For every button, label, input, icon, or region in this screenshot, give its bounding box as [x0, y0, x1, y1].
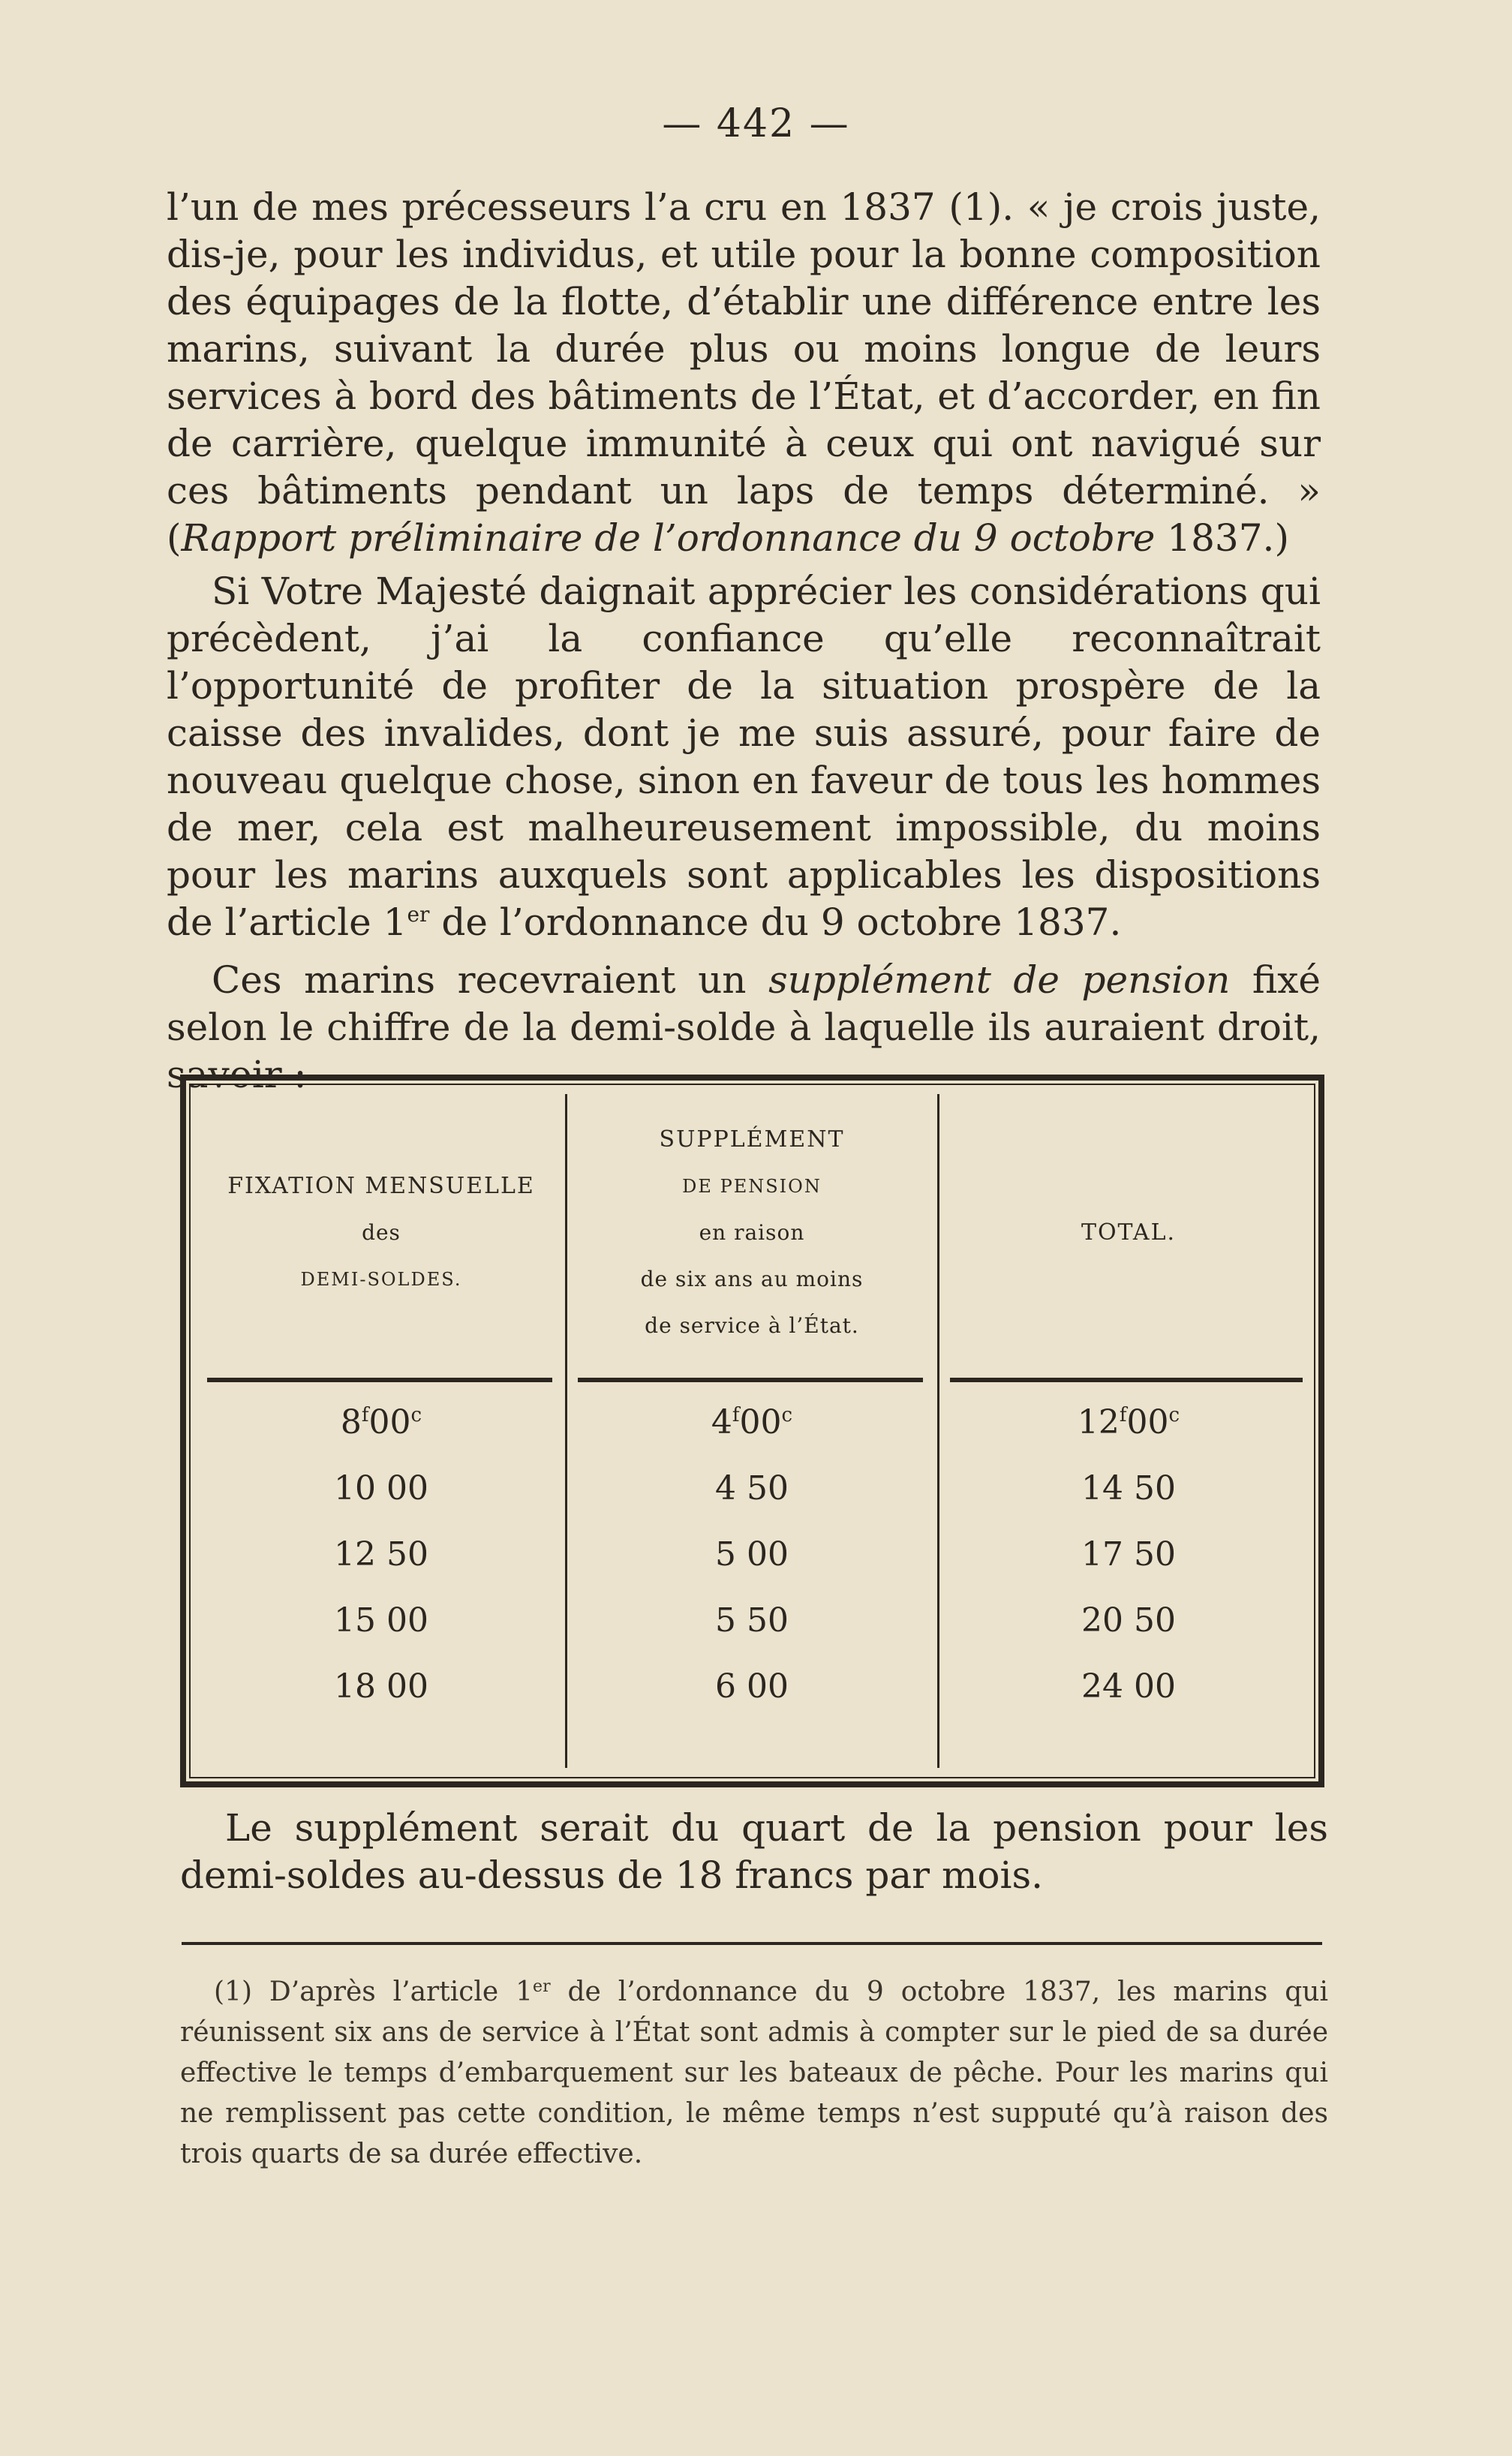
paragraph-1-italic: Rapport préliminaire de l’ordonnance du 9 octobre [181, 516, 1156, 560]
paragraph-3-text: Ces marins recevraient un [212, 958, 769, 1002]
footnote-text: D’après l’article 1 [252, 1977, 534, 2007]
cell-supplement: 4 50 [715, 1469, 789, 1508]
pension-table [180, 1075, 1324, 1787]
header-fixation-line3: DEMI-SOLDES. [300, 1269, 462, 1290]
header-supplement-line1: SUPPLÉMENT [659, 1126, 845, 1153]
paragraph-2-end: de l’ordonnance du 9 octobre 1837. [429, 900, 1122, 944]
header-supplement-line4: de six ans au moins [640, 1267, 864, 1291]
header-fixation [200, 1094, 563, 1372]
header-supplement-line5: de service à l’État. [645, 1313, 859, 1338]
cell-supplement: 5 00 [715, 1535, 789, 1574]
table-body [186, 1403, 1318, 1733]
table-row [186, 1601, 1318, 1667]
cell-demi-solde: 10 00 [334, 1469, 428, 1508]
cell-demi-solde: 15 00 [334, 1601, 428, 1640]
paragraph-2-text: Si Votre Majesté daignait apprécier les considérations qui précèdent, j’ai la confiance qu’elle reconnaîtrait l’opportunité de profiter de la situation prospère de la caisse des invalides, dont je me suis assuré, pour faire de nouveau quelque chose, sinon en faveur de tous les hommes de mer, cela est malheureusement impossible, du moins pour les marins auxquels sont applicables les dispositions de l’article 1 [167, 570, 1321, 944]
header-rule [207, 1378, 552, 1382]
header-supplement-line3: en raison [699, 1220, 805, 1245]
paragraph-1 [167, 184, 1321, 562]
cell-supplement: 5 50 [715, 1601, 789, 1640]
cell-total: 20 50 [1081, 1601, 1176, 1640]
cell-total: 17 50 [1081, 1535, 1176, 1574]
cell-total: 12$^f$00$^c$ [1077, 1403, 1180, 1441]
paragraph-3-italic: supplément de pension [768, 958, 1231, 1002]
header-fixation-line2: des [362, 1220, 401, 1245]
header-supplement-line2: DE PENSION [682, 1176, 822, 1197]
footnote-marker: (1) [214, 1977, 252, 2007]
header-total-label: TOTAL. [1081, 1219, 1177, 1246]
footnote [180, 1972, 1328, 2175]
footnote-text-end: de l’ordonnance du 9 octobre 1837, les marins qui réunissent six ans de service à l’État sont admis à compter sur le pied de sa durée effective le temps d’embarquement sur les bateaux de pêche. Pour les marins qui ne remplissent pas cette condition, le même temps n’est supputé qu’à raison des trois quarts de sa durée effective. [180, 1977, 1328, 2169]
footnote-divider [182, 1942, 1322, 1945]
table-row [186, 1667, 1318, 1733]
header-supplement [569, 1094, 935, 1372]
header-rule [950, 1378, 1303, 1382]
cell-demi-solde: 8$^f$00$^c$ [340, 1403, 422, 1441]
paragraph-3-end: fixé selon le chiffre de la demi-solde à laquelle ils auraient droit, savoir : [167, 958, 1321, 1096]
paragraph-4 [180, 1805, 1328, 1899]
cell-total: 24 00 [1081, 1667, 1176, 1706]
cell-demi-solde: 18 00 [334, 1667, 428, 1706]
header-fixation-line1: FIXATION MENSUELLE [227, 1173, 535, 1199]
table-row [186, 1535, 1318, 1601]
footnote-sup: er [533, 1977, 551, 1996]
paragraph-2-sup: er [407, 902, 430, 927]
header-total [941, 1094, 1316, 1372]
cell-demi-solde: 12 50 [334, 1535, 428, 1574]
paragraph-4-text: Le supplément serait du quart de la pension pour les demi-soldes au-dessus de 18 francs par mois. [180, 1806, 1328, 1897]
cell-total: 14 50 [1081, 1469, 1176, 1508]
paragraph-1-end: 1837.) [1155, 516, 1289, 560]
table-row [186, 1469, 1318, 1535]
page-number: — 442 — [662, 101, 850, 146]
cell-supplement: 6 00 [715, 1667, 789, 1706]
cell-supplement: 4$^f$00$^c$ [711, 1403, 793, 1441]
paragraph-1-text: l’un de mes précesseurs l’a cru en 1837 (1). « je crois juste, dis-je, pour les individus, et utile pour la bonne composition des équipages de la flotte, d’établir une différence entre les marins, suivant la durée plus ou moins longue de leurs services à bord des bâtiments de l’État, et d’accorder, en fin de carrière, quelque immunité à ceux qui ont navigué sur ces bâtiments pendant un laps de temps déterminé. » ( [167, 185, 1321, 560]
paragraph-2 [167, 568, 1321, 946]
header-rule [578, 1378, 923, 1382]
table-row [186, 1403, 1318, 1469]
